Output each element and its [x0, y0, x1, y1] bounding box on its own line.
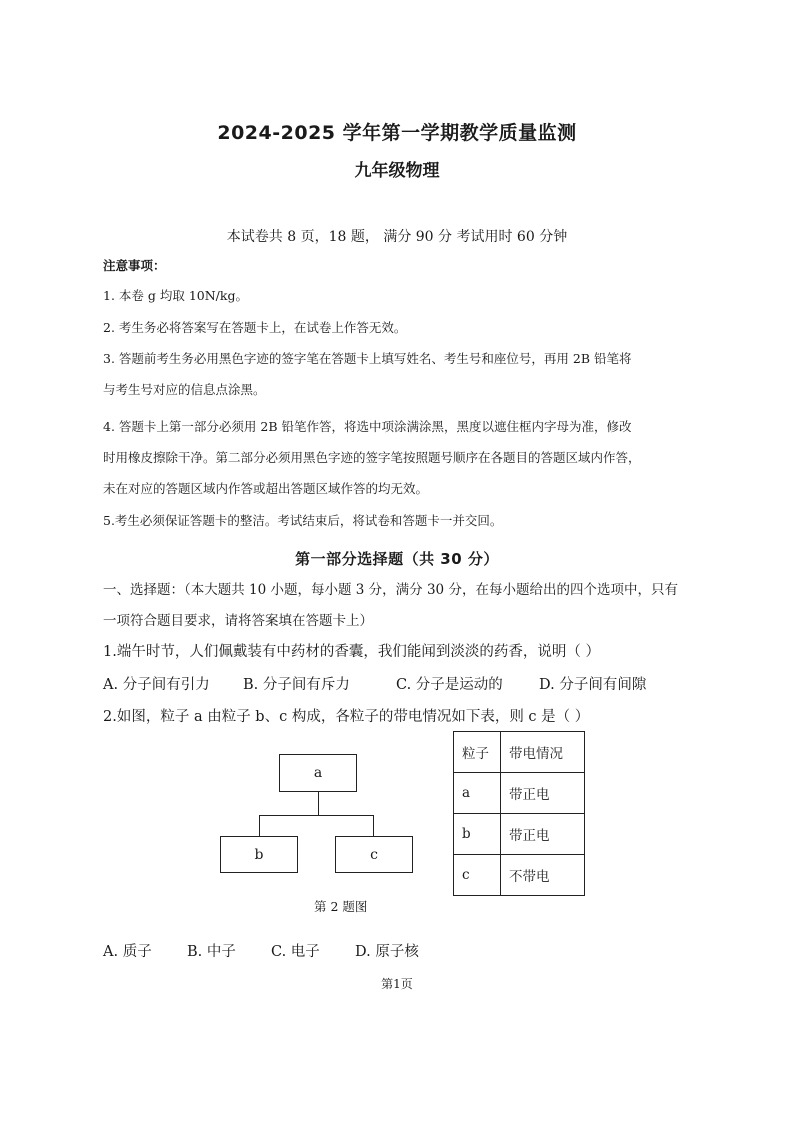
notice-line: 4. 答题卡上第一部分必须用 2B 铅笔作答，将选中项涂满涂黑，黑度以遮住框内字母为准，修改: [103, 419, 632, 434]
notice-line: 未在对应的答题区域内作答或超出答题区域作答的均无效。: [103, 481, 429, 496]
table-cell: 不带电: [501, 855, 585, 896]
connector-line: [259, 815, 260, 837]
q2-option-c: C. 电子: [271, 944, 320, 960]
question-2-stem: 2.如图，粒子 a 由粒子 b、c 构成，各粒子的带电情况如下表，则 c 是（ ）: [103, 709, 590, 725]
connector-line: [373, 815, 374, 837]
table-header: 粒子: [454, 732, 501, 773]
table-header-row: [454, 732, 585, 773]
q1-option-a: A. 分子间有引力: [103, 677, 210, 693]
table-cell: 带正电: [501, 773, 585, 814]
q1-option-d: D. 分子间有间隙: [539, 677, 647, 693]
notice-line: 2. 考生务必将答案写在答题卡上，在试卷上作答无效。: [103, 320, 407, 335]
charge-table: [453, 731, 585, 896]
notice-line: 1. 本卷 g 均取 10N/kg。: [103, 288, 248, 303]
table-cell: a: [454, 773, 501, 814]
table-cell: 带正电: [501, 814, 585, 855]
connector-line: [318, 792, 319, 815]
q1-option-c: C. 分子是运动的: [396, 677, 503, 693]
connector-line: [259, 815, 374, 816]
page-number: 第1页: [381, 977, 413, 991]
table-cell: b: [454, 814, 501, 855]
exam-info: 本试卷共 8 页，18 题， 满分 90 分 考试用时 60 分钟: [226, 229, 568, 245]
q2-option-a: A. 质子: [103, 944, 152, 960]
exam-subject: 九年级物理: [354, 161, 440, 181]
notice-line: 时用橡皮擦除干净。第二部分必须用黑色字迹的签字笔按照题号顺序在各题目的答题区域内作答，: [103, 450, 641, 465]
q1-option-b: B. 分子间有斥力: [243, 677, 350, 693]
particle-a-box: a: [279, 754, 357, 792]
diagram-caption: 第 2 题图: [314, 899, 368, 914]
notice-line: 与考生号对应的信息点涂黑。: [103, 382, 266, 397]
section-instruction: 一、选择题：（本大题共 10 小题，每小题 3 分，满分 30 分，在每小题给出的四个选项中，只有: [103, 582, 678, 598]
notice-line: 3. 答题前考生务必用黑色字迹的签字笔在答题卡上填写姓名、考生号和座位号，再用 2B 铅笔将: [103, 351, 632, 366]
question-1-stem: 1.端午时节，人们佩戴装有中药材的香囊，我们能闻到淡淡的药香，说明（ ）: [103, 644, 600, 660]
q2-option-d: D. 原子核: [355, 944, 419, 960]
table-row: [454, 855, 585, 896]
question-1-options: [103, 673, 646, 694]
q2-option-b: B. 中子: [187, 944, 236, 960]
table-cell: c: [454, 855, 501, 896]
particle-b-box: b: [220, 836, 298, 873]
table-header: 带电情况: [501, 732, 585, 773]
exam-title: 2024-2025 学年第一学期教学质量监测: [217, 122, 577, 144]
notice-line: 5.考生必须保证答题卡的整洁。考试结束后，将试卷和答题卡一并交回。: [103, 513, 503, 528]
section-instruction: 一项符合题目要求，请将答案填在答题卡上）: [103, 613, 373, 629]
table-row: [454, 773, 585, 814]
question-2-options: [103, 940, 419, 961]
section-heading: 第一部分选择题（共 30 分）: [295, 550, 499, 568]
particle-c-box: c: [335, 836, 413, 873]
table-row: [454, 814, 585, 855]
notice-heading: 注意事项：: [103, 258, 166, 273]
